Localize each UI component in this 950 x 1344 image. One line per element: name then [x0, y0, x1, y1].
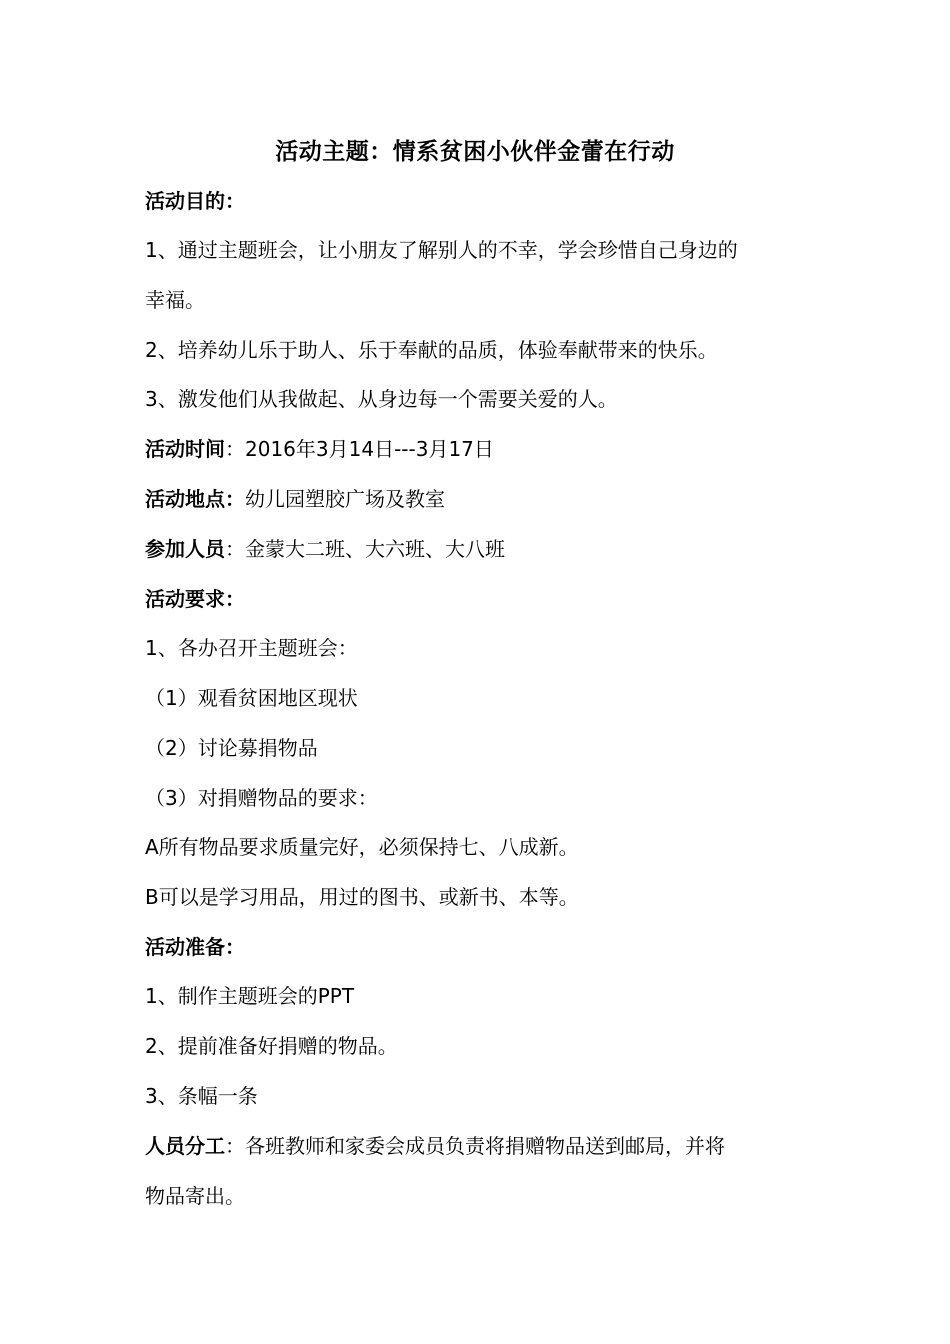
purpose-heading: 活动目的：	[145, 189, 245, 213]
place-value: 幼儿园塑胶广场及教室	[245, 487, 445, 511]
time-row	[145, 435, 825, 463]
requirement-a: A所有物品要求质量完好，必须保持七、八成新。	[145, 835, 579, 859]
page-title: 活动主题：情系贫困小伙伴金蕾在行动	[275, 139, 675, 165]
requirement-item-1: 1、各办召开主题班会：	[145, 636, 358, 660]
staff-row	[145, 1132, 825, 1160]
preparation-item-1: 1、制作主题班会的PPT	[145, 984, 355, 1008]
requirements-heading: 活动要求：	[145, 587, 245, 611]
staff-row-cont: 物品寄出。	[145, 1184, 245, 1208]
preparation-item-2: 2、提前准备好捐赠的物品。	[145, 1034, 398, 1058]
purpose-item-1: 1、通过主题班会，让小朋友了解别人的不幸，学会珍惜自己身边的	[145, 238, 738, 262]
time-label: 活动时间	[145, 437, 225, 461]
purpose-item-1-cont: 幸福。	[145, 288, 205, 312]
people-value: ：金蒙大二班、大六班、大八班	[225, 537, 505, 561]
place-label: 活动地点：	[145, 487, 245, 511]
requirement-sub-1: （1）观看贫困地区现状	[145, 686, 358, 710]
staff-value: ：各班教师和家委会成员负责将捐赠物品送到邮局，并将	[225, 1134, 725, 1158]
staff-label: 人员分工	[145, 1134, 225, 1158]
people-label: 参加人员	[145, 537, 225, 561]
preparation-item-3: 3、条幅一条	[145, 1084, 258, 1108]
requirement-sub-3: （3）对捐赠物品的要求：	[145, 786, 378, 810]
requirement-b: B可以是学习用品，用过的图书、或新书、本等。	[145, 885, 579, 909]
requirement-sub-2: （2）讨论募捐物品	[145, 736, 318, 760]
preparation-heading: 活动准备：	[145, 935, 245, 959]
place-row	[145, 485, 825, 513]
purpose-item-2: 2、培养幼儿乐于助人、乐于奉献的品质，体验奉献带来的快乐。	[145, 338, 718, 362]
purpose-item-3: 3、激发他们从我做起、从身边每一个需要关爱的人。	[145, 387, 618, 411]
time-value: ：2016年3月14日---3月17日	[225, 437, 494, 461]
people-row	[145, 535, 825, 563]
